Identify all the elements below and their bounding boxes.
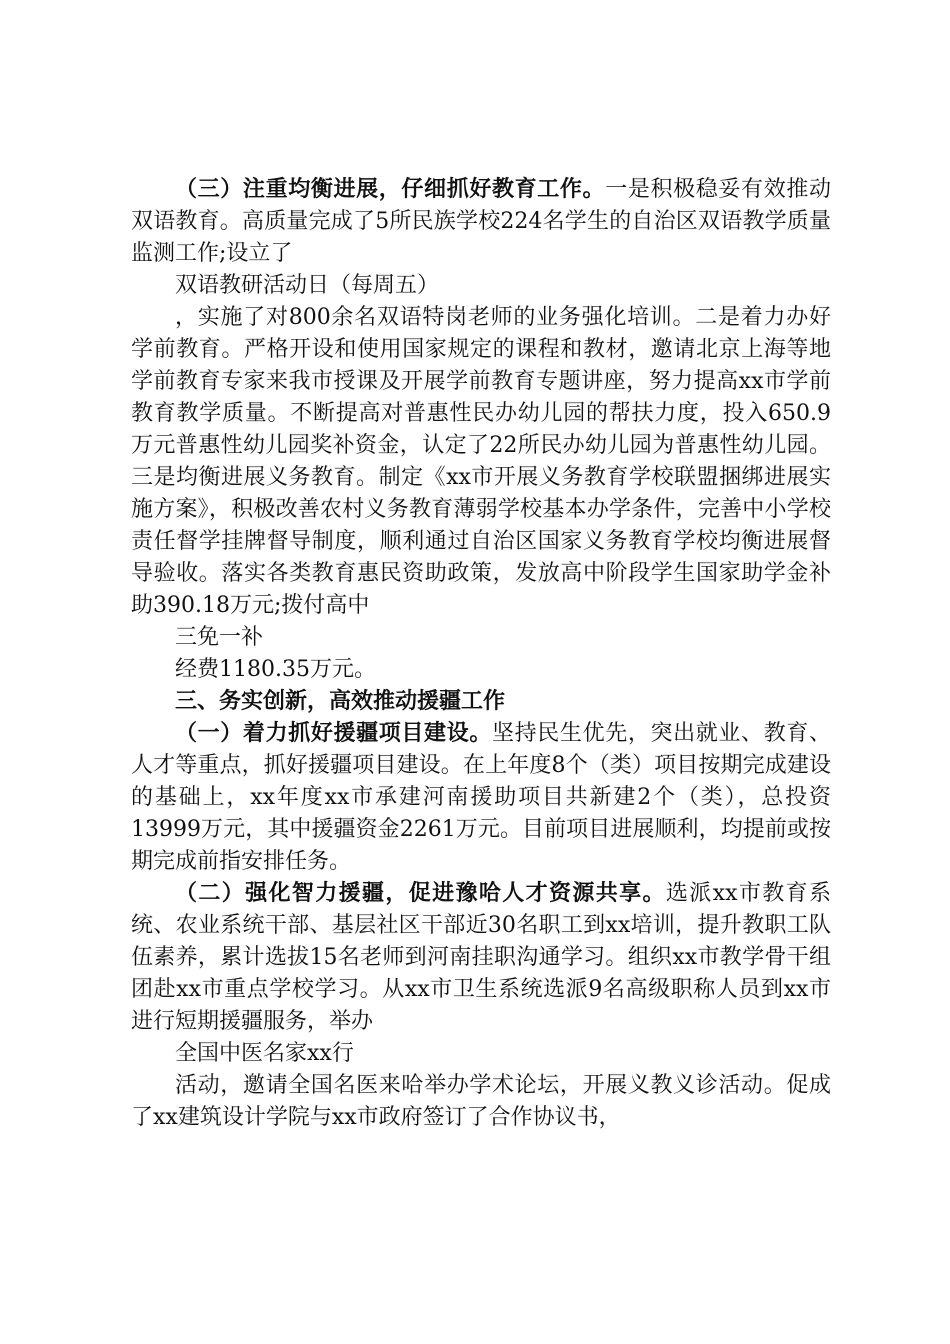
paragraph-8 <box>131 878 831 1038</box>
paragraph-text: 活动，邀请全国名医来哈举办学术论坛，开展义教义诊活动。促成了xx建筑设计学院与xx市政府签订了合作协议书， <box>131 1073 831 1130</box>
paragraph-text: 一是积极稳妥有效推动双语教育。高质量完成了5所民族学校224名学生的自治区双语教学质量监测工作;设立了 <box>131 177 831 266</box>
heading-balanced-education: （三）注重均衡进展，仔细抓好教育工作。 <box>175 177 606 202</box>
paragraph-text: ，实施了对800余名双语特岗老师的业务强化培训。二是着力办好学前教育。严格开设和使用国家规定的课程和教材，邀请北京上海等地学前教育专家来我市授课及开展学前教育专题讲座，努力提高xx市学前教育教学质量。不断提高对普惠性民办幼儿园的帮扶力度，投入650.9万元普惠性幼儿园奖补资金，认定了22所民办幼儿园为普惠性幼儿园。三是均衡进展义务教育。制定《xx市开展义务教育学校联盟捆绑进展实施方案》，积极改善农村义务教育薄弱学校基本办学条件，完善中小学校责任督学挂牌督导制度，顺利通过自治区国家义务教育学校均衡进展督导验收。落实各类教育惠民资助政策，发放高中阶段学生国家助学金补助390.18万元;拨付高中 <box>131 305 831 618</box>
paragraph-4 <box>131 622 831 654</box>
heading-talent-aid: （二）强化智力援疆，促进豫哈人才资源共享。 <box>175 881 666 906</box>
paragraph-1 <box>131 174 831 270</box>
paragraph-7 <box>131 718 831 878</box>
paragraph-3 <box>131 302 831 622</box>
paragraph-2 <box>131 270 831 302</box>
heading-project-construction: （一）着力抓好援疆项目建设。 <box>175 721 492 746</box>
paragraph-5 <box>131 654 831 686</box>
section-heading-three <box>131 686 831 718</box>
paragraph-text: 坚持民生优先，突出就业、教育、人才等重点，抓好援疆项目建设。在上年度8个（类）项目按期完成建设的基础上，xx年度xx市承建河南援助项目共新建2个（类），总投资13999万元，其中援疆资金2261万元。目前项目进展顺利，均提前或按期完成前指安排任务。 <box>131 721 831 874</box>
paragraph-text: 双语教研活动日（每周五） <box>175 273 440 298</box>
section-title: 三、务实创新，高效推动援疆工作 <box>175 689 506 714</box>
paragraph-text: 选派xx市教育系统、农业系统干部、基层社区干部近30名职工到xx培训，提升教职工队伍素养，累计选拔15名老师到河南挂职沟通学习。组织xx市教学骨干组团赴xx市重点学校学习。从xx市卫生系统选派9名高级职称人员到xx市进行短期援疆服务，举办 <box>131 881 831 1034</box>
paragraph-9 <box>131 1038 831 1070</box>
paragraph-10 <box>131 1070 831 1134</box>
paragraph-text: 全国中医名家xx行 <box>175 1041 354 1066</box>
document-page <box>131 174 831 1134</box>
paragraph-text: 三免一补 <box>175 625 264 650</box>
paragraph-text: 经费1180.35万元。 <box>175 657 376 682</box>
